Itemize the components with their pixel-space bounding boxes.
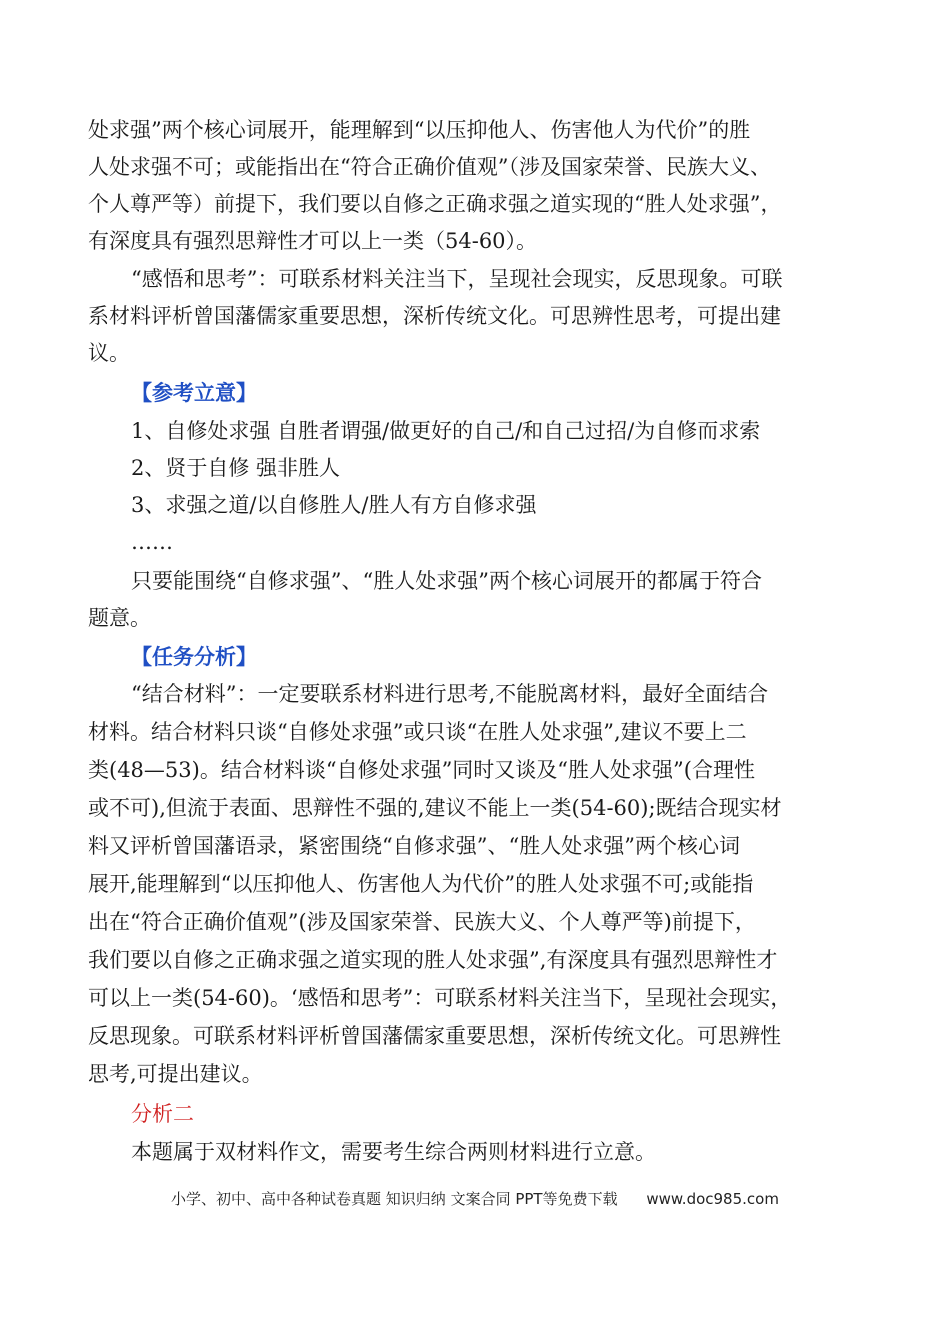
- section-heading-task-analysis: 【任务分析】: [131, 644, 257, 669]
- body-text-line: 或不可),但流于表面、思辩性不强的,建议不能上一类(54-60);既结合现实材: [88, 796, 782, 820]
- list-item: 1、自修处求强 自胜者谓强/做更好的自己/和自己过招/为自修而求索: [131, 419, 761, 443]
- body-text-line: “结合材料”：一定要联系材料进行思考,不能脱离材料，最好全面结合: [131, 682, 769, 706]
- body-text-line: 材料。结合材料只谈“自修处求强”或只谈“在胜人处求强”,建议不要上二: [88, 720, 747, 744]
- section-heading-reference-ideas: 【参考立意】: [131, 380, 257, 405]
- page-footer: [0, 1188, 950, 1209]
- ellipsis: ……: [131, 530, 173, 554]
- body-text-line: 有深度具有强烈思辩性才可以上一类（54-60）。: [88, 229, 538, 253]
- body-text-line: 展开,能理解到“以压抑他人、伤害他人为代价”的胜人处求强不可;或能指: [88, 872, 754, 896]
- footer-link[interactable]: www.doc985.com: [646, 1190, 779, 1208]
- body-text-line: 人处求强不可；或能指出在“符合正确价值观”（涉及国家荣誉、民族大义、: [88, 155, 771, 179]
- body-text-line: 系材料评析曾国藩儒家重要思想，深析传统文化。可思辨性思考，可提出建: [88, 304, 781, 328]
- body-text-line: 题意。: [88, 606, 151, 630]
- body-text-line: 处求强”两个核心词展开，能理解到“以压抑他人、伤害他人为代价”的胜: [88, 118, 751, 142]
- footer-text: 小学、初中、高中各种试卷真题 知识归纳 文案合同 PPT等免费下载: [171, 1190, 618, 1208]
- list-item: 2、贤于自修 强非胜人: [131, 456, 341, 480]
- body-text-line: 类(48—53)。结合材料谈“自修处求强”同时又谈及“胜人处求强”(合理性: [88, 758, 755, 782]
- body-text-line: 只要能围绕“自修求强”、“胜人处求强”两个核心词展开的都属于符合: [131, 569, 762, 593]
- body-text-line: 我们要以自修之正确求强之道实现的胜人处求强”,有深度具有强烈思辩性才: [88, 948, 778, 972]
- body-text-line: 反思现象。可联系材料评析曾国藩儒家重要思想，深析传统文化。可思辨性: [88, 1024, 781, 1048]
- body-text-line: 料又评析曾国藩语录，紧密围绕“自修求强”、“胜人处求强”两个核心词: [88, 834, 740, 858]
- body-text-line: 可以上一类(54-60)。‘感悟和思考”：可联系材料关注当下，呈现社会现实，: [88, 986, 792, 1010]
- body-text-line: 个人尊严等）前提下，我们要以自修之正确求强之道实现的“胜人处求强”，: [88, 192, 782, 216]
- body-text-line: 议。: [88, 341, 130, 365]
- section-heading-analysis-two: 分析二: [131, 1102, 194, 1126]
- body-text-line: 出在“符合正确价值观”(涉及国家荣誉、民族大义、个人尊严等)前提下，: [88, 910, 756, 934]
- body-text-line: “感悟和思考”：可联系材料关注当下，呈现社会现实，反思现象。可联: [131, 267, 783, 291]
- body-text-line: 思考,可提出建议。: [88, 1062, 263, 1086]
- body-text-line: 本题属于双材料作文，需要考生综合两则材料进行立意。: [131, 1140, 656, 1164]
- list-item: 3、求强之道/以自修胜人/胜人有方自修求强: [131, 493, 537, 517]
